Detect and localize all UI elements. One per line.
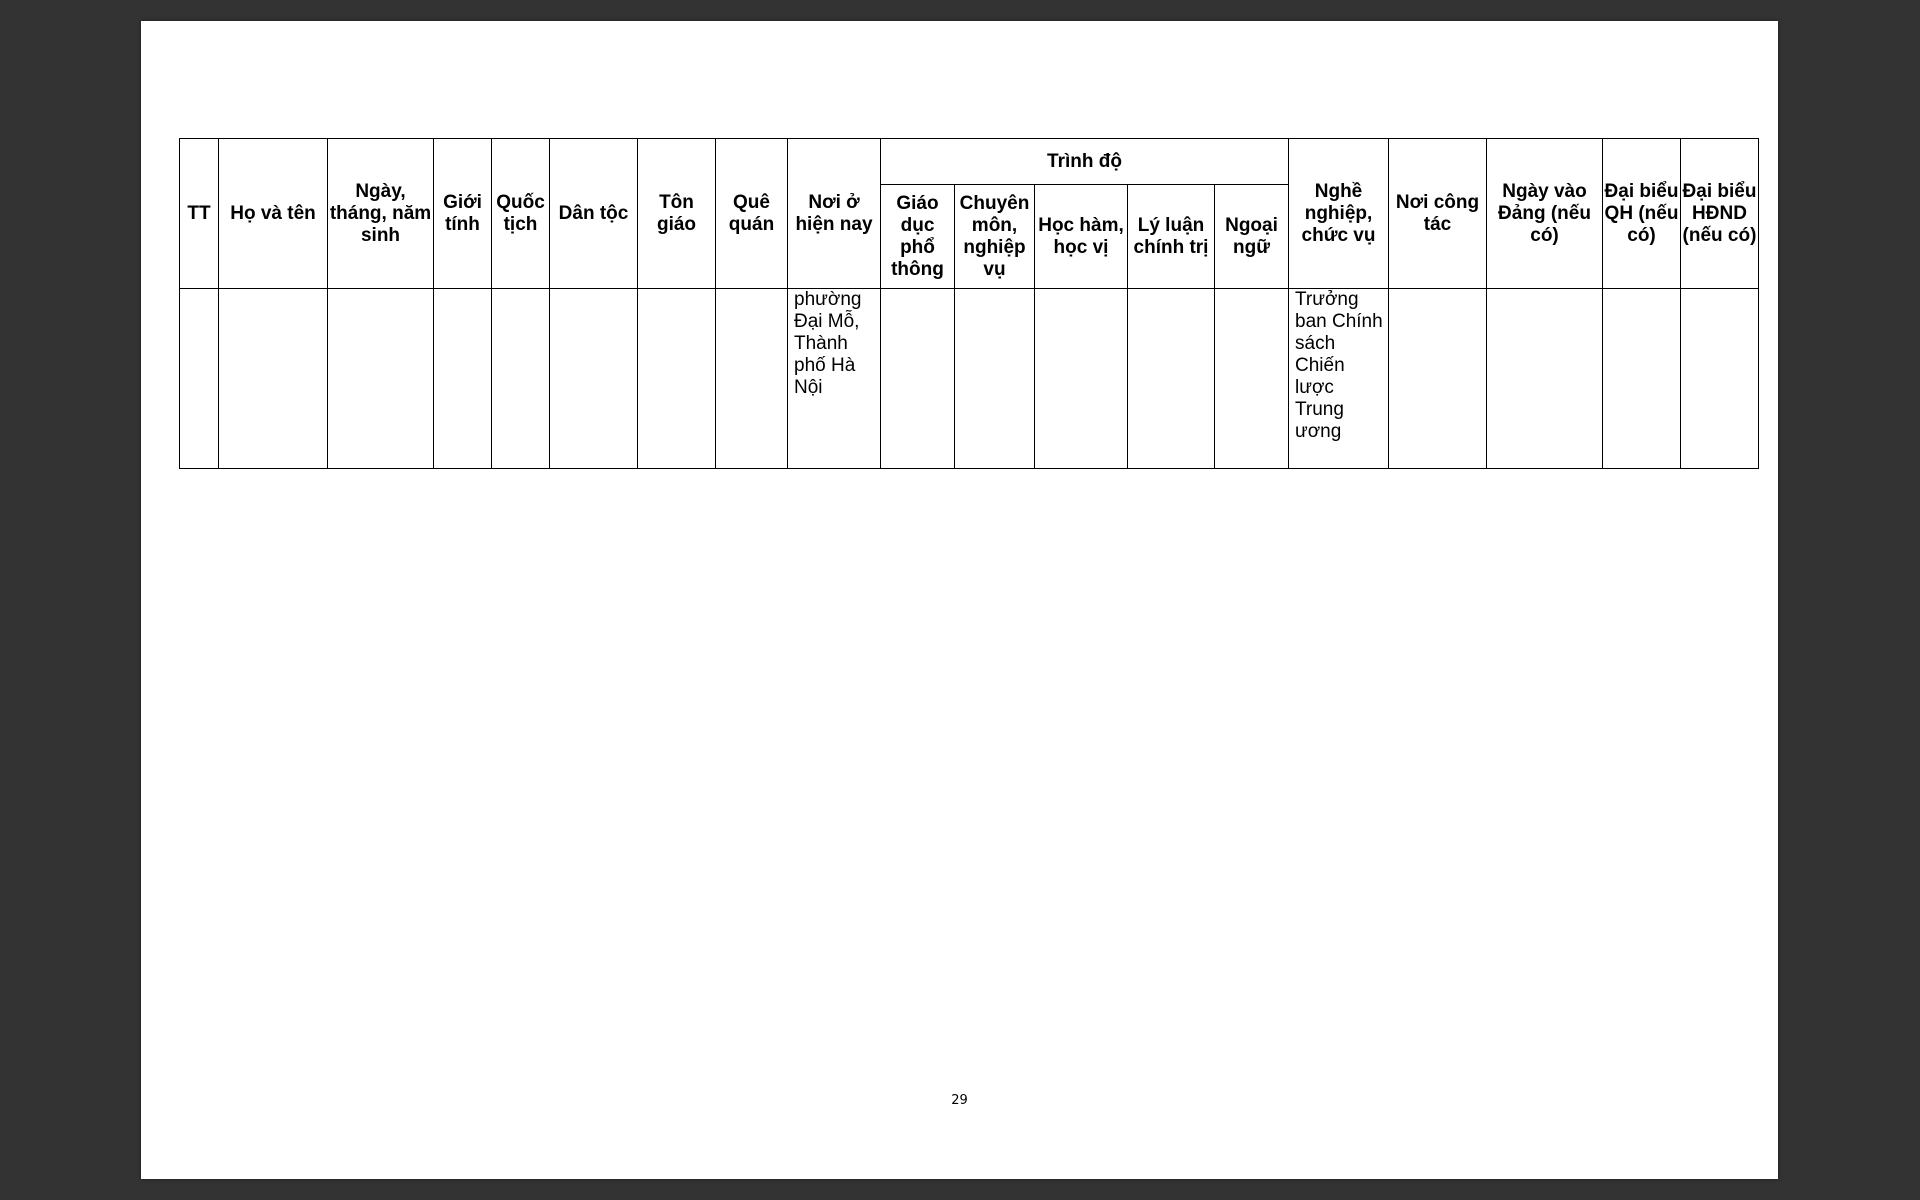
- cell-ton-giao: [638, 289, 716, 469]
- cell-chuyen-mon: [955, 289, 1035, 469]
- cell-gioi-tinh: [434, 289, 492, 469]
- header-chuyen-mon: Chuyên môn, nghiệp vụ: [955, 185, 1035, 289]
- header-nghe-nghiep: Nghề nghiệp, chức vụ: [1289, 139, 1389, 289]
- header-ton-giao: Tôn giáo: [638, 139, 716, 289]
- header-giao-duc: Giáo dục phổ thông: [881, 185, 955, 289]
- cell-ngay-vao-dang: [1487, 289, 1603, 469]
- header-quoc-tich: Quốc tịch: [492, 139, 550, 289]
- header-gioi-tinh: Giới tính: [434, 139, 492, 289]
- cell-nghe-nghiep: Trưởng ban Chính sách Chiến lược Trung ương: [1289, 289, 1389, 469]
- cell-ngoai-ngu: [1215, 289, 1289, 469]
- cell-giao-duc: [881, 289, 955, 469]
- header-que-quan: Quê quán: [716, 139, 788, 289]
- header-noi-cong-tac: Nơi công tác: [1389, 139, 1487, 289]
- header-ngoai-ngu: Ngoại ngữ: [1215, 185, 1289, 289]
- cell-dai-bieu-hdnd: [1681, 289, 1759, 469]
- header-noi-o: Nơi ở hiện nay: [788, 139, 881, 289]
- header-hoc-ham: Học hàm, học vị: [1035, 185, 1128, 289]
- cell-noi-cong-tac: [1389, 289, 1487, 469]
- document-page: [141, 21, 1778, 1179]
- header-ho-ten: Họ và tên: [219, 139, 328, 289]
- header-trinh-do: Trình độ: [881, 139, 1289, 185]
- cell-dai-bieu-qh: [1603, 289, 1681, 469]
- header-dan-toc: Dân tộc: [550, 139, 638, 289]
- table-row: [180, 289, 1759, 469]
- header-ly-luan: Lý luận chính trị: [1128, 185, 1215, 289]
- header-dai-bieu-qh: Đại biểu QH (nếu có): [1603, 139, 1681, 289]
- cell-dan-toc: [550, 289, 638, 469]
- cell-quoc-tich: [492, 289, 550, 469]
- cell-ho-ten: [219, 289, 328, 469]
- cell-noi-o: phường Đại Mỗ, Thành phố Hà Nội: [788, 289, 881, 469]
- cell-hoc-ham: [1035, 289, 1128, 469]
- cell-ngay-sinh: [328, 289, 434, 469]
- header-ngay-sinh: Ngày, tháng, năm sinh: [328, 139, 434, 289]
- page-number: 29: [951, 1093, 968, 1108]
- cell-que-quan: [716, 289, 788, 469]
- cell-ly-luan: [1128, 289, 1215, 469]
- header-ngay-vao-dang: Ngày vào Đảng (nếu có): [1487, 139, 1603, 289]
- header-dai-bieu-hdnd: Đại biểu HĐND (nếu có): [1681, 139, 1759, 289]
- candidate-table: [179, 138, 1759, 469]
- cell-tt: [180, 289, 219, 469]
- header-tt: TT: [180, 139, 219, 289]
